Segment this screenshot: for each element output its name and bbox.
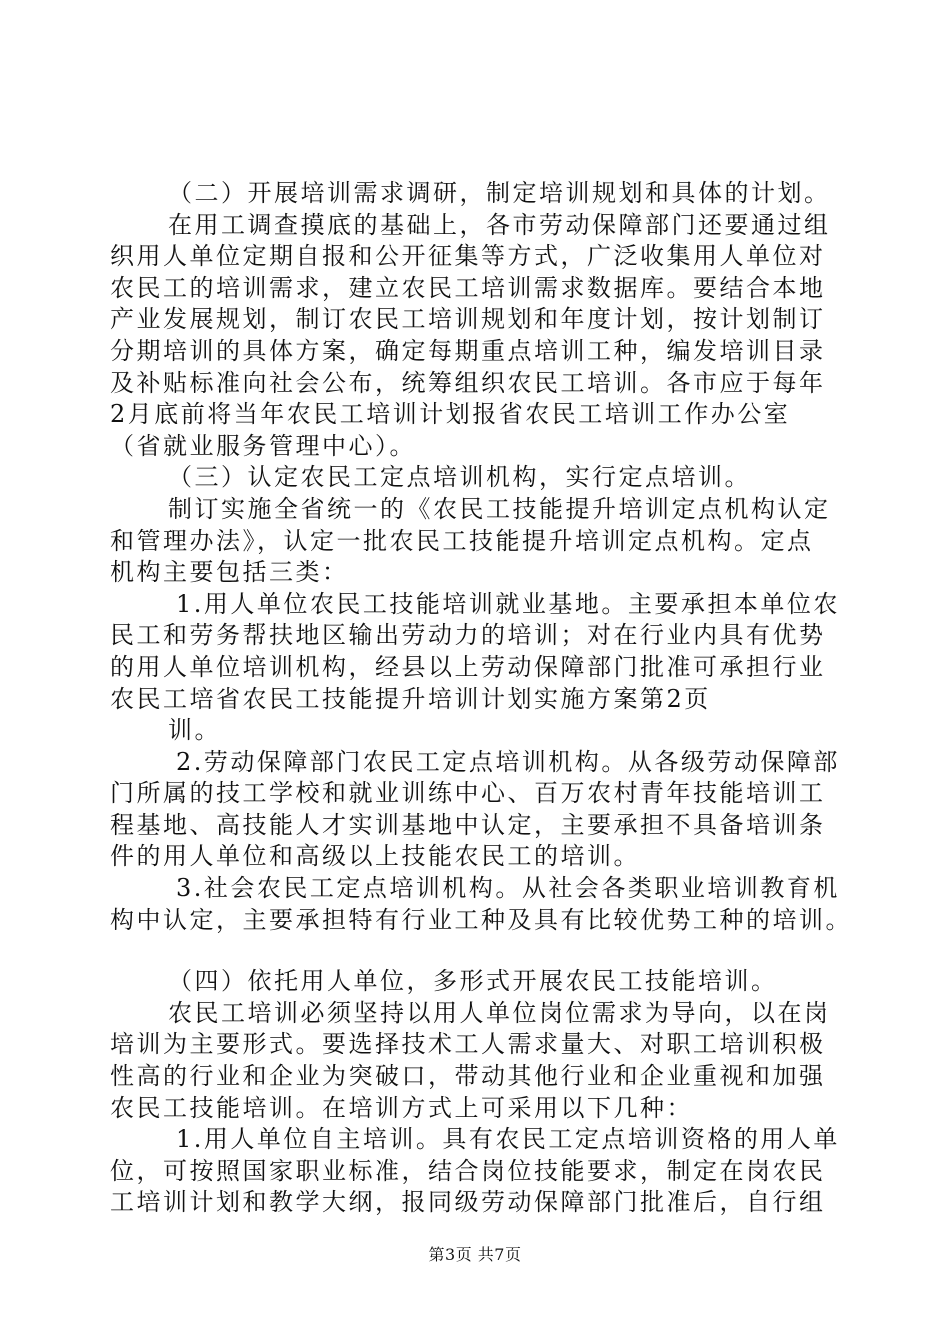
list-item-line: 1.用人单位自主培训。具有农民工定点培训资格的用人单 xyxy=(176,1125,840,1154)
paragraph-line: 门所属的技工学校和就业训练中心、百万农村青年技能培训工 xyxy=(110,779,826,808)
paragraph-line: 及补贴标准向社会公布，统筹组织农民工培训。各市应于每年 xyxy=(110,368,826,397)
paragraph-line: 制订实施全省统一的《农民工技能提升培训定点机构认定 xyxy=(168,494,831,523)
paragraph-line: 农民工培训必须坚持以用人单位岗位需求为导向，以在岗 xyxy=(168,998,831,1027)
paragraph-gap xyxy=(110,936,842,966)
paragraph-line: 农民工的培训需求，建立农民工培训需求数据库。要结合本地 xyxy=(110,273,826,302)
paragraph-line: 2月底前将当年农民工培训计划报省农民工培训工作办公室 xyxy=(110,400,791,429)
list-item-line: 2.劳动保障部门农民工定点培训机构。从各级劳动保障部 xyxy=(176,747,840,776)
paragraph-line: 分期培训的具体方案，确定每期重点培训工种，编发培训目录 xyxy=(110,336,826,365)
paragraph-line: 培训为主要形式。要选择技术工人需求量大、对职工培训积极 xyxy=(110,1030,826,1059)
paragraph-line: 机构主要包括三类： xyxy=(110,558,349,587)
paragraph-line: 构中认定，主要承担特有行业工种及具有比较优势工种的培训。 xyxy=(110,905,852,934)
paragraph-line: 民工和劳务帮扶地区输出劳动力的培训；对在行业内具有优势 xyxy=(110,621,826,650)
paragraph-line: 件的用人单位和高级以上技能农民工的培训。 xyxy=(110,842,640,871)
paragraph-line: 性高的行业和企业为突破口，带动其他行业和企业重视和加强 xyxy=(110,1062,826,1091)
section-heading-2: （二）开展培训需求调研，制定培训规划和具体的计划。 xyxy=(168,179,831,207)
list-item-line: 3.社会农民工定点培训机构。从社会各类职业培训教育机 xyxy=(176,874,840,903)
paragraph-line: （省就业服务管理中心）。 xyxy=(110,431,416,460)
paragraph-line: 和管理办法》，认定一批农民工技能提升培训定点机构。定点 xyxy=(110,526,814,555)
document-body xyxy=(110,178,852,1219)
paragraph-line: 位，可按照国家职业标准，结合岗位技能要求，制定在岗农民 xyxy=(110,1156,826,1185)
paragraph-line: 工培训计划和教学大纲，报同级劳动保障部门批准后，自行组 xyxy=(110,1188,826,1217)
paragraph-line: 在用工调查摸底的基础上，各市劳动保障部门还要通过组 xyxy=(168,210,831,239)
paragraph-line: 农民工技能培训。在培训方式上可采用以下几种： xyxy=(110,1093,693,1122)
paragraph-line: 农民工培省农民工技能提升培训计划实施方案第2页 xyxy=(110,684,711,713)
paragraph-line: 产业发展规划，制订农民工培训规划和年度计划，按计划制订 xyxy=(110,305,826,334)
list-item-line: 1.用人单位农民工技能培训就业基地。主要承担本单位农 xyxy=(176,589,840,618)
paragraph-line: 训。 xyxy=(168,716,221,745)
paragraph-line: 程基地、高技能人才实训基地中认定，主要承担不具备培训条 xyxy=(110,810,826,839)
section-heading-3: （三）认定农民工定点培训机构，实行定点培训。 xyxy=(168,463,751,492)
section-heading-4: （四）依托用人单位，多形式开展农民工技能培训。 xyxy=(168,967,778,996)
paragraph-line: 的用人单位培训机构，经县以上劳动保障部门批准可承担行业 xyxy=(110,652,826,681)
page-number-footer: 第3页 共7页 xyxy=(428,1245,522,1264)
paragraph-line: 织用人单位定期自报和公开征集等方式，广泛收集用人单位对 xyxy=(110,242,826,271)
